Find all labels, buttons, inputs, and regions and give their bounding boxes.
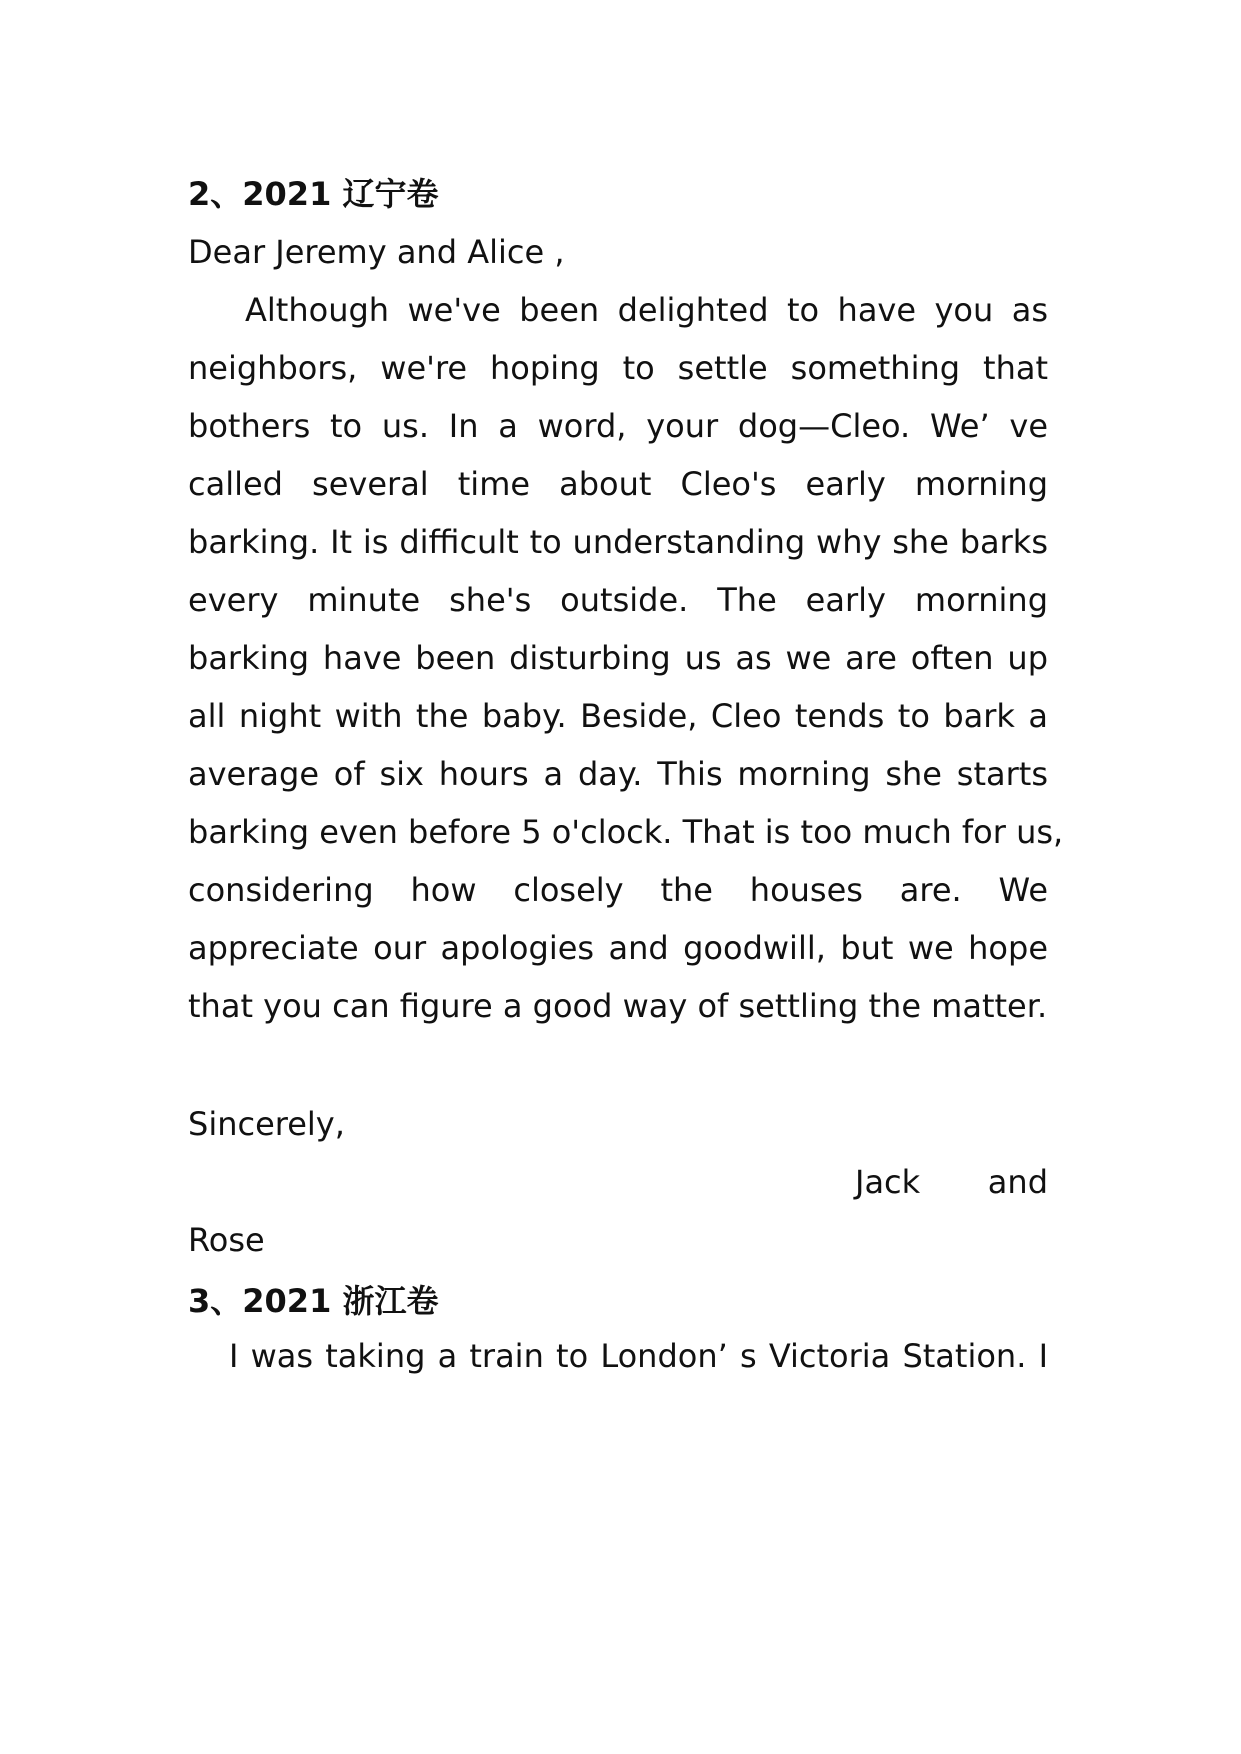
section-3-heading: 3、2021 浙江卷 [188,1282,439,1320]
body-line: neighbors, we're hoping to settle something that [188,349,1048,387]
body-line: bothers to us. In a word, your dog—Cleo. We’ ve [188,407,1048,445]
body-line: average of six hours a day. This morning she starts [188,755,1048,793]
body-line: all night with the baby. Beside, Cleo tends to bark a [188,697,1048,735]
body-line: I was taking a train to London’ s Victoria Station. I [229,1337,1048,1375]
document-page [188,0,1064,1754]
body-line: barking have been disturbing us as we are often up [188,639,1048,677]
body-line: every minute she's outside. The early morning [188,581,1048,619]
letter-signature: Jack and [855,1163,1048,1201]
letter-salutation: Dear Jeremy and Alice , [188,233,565,271]
body-line: considering how closely the houses are. We [188,871,1048,909]
body-line: called several time about Cleo's early morning [188,465,1048,503]
body-line: barking. It is difficult to understanding why she barks [188,523,1048,561]
body-line: appreciate our apologies and goodwill, but we hope [188,929,1048,967]
body-line: that you can figure a good way of settling the matter. [188,987,1048,1025]
body-line: Although we've been delighted to have you as [245,291,1048,329]
letter-signature: Rose [188,1221,265,1259]
letter-closing: Sincerely, [188,1105,345,1143]
body-line: barking even before 5 o'clock. That is too much for us, [188,813,1064,851]
section-2-heading: 2、2021 辽宁卷 [188,175,439,213]
